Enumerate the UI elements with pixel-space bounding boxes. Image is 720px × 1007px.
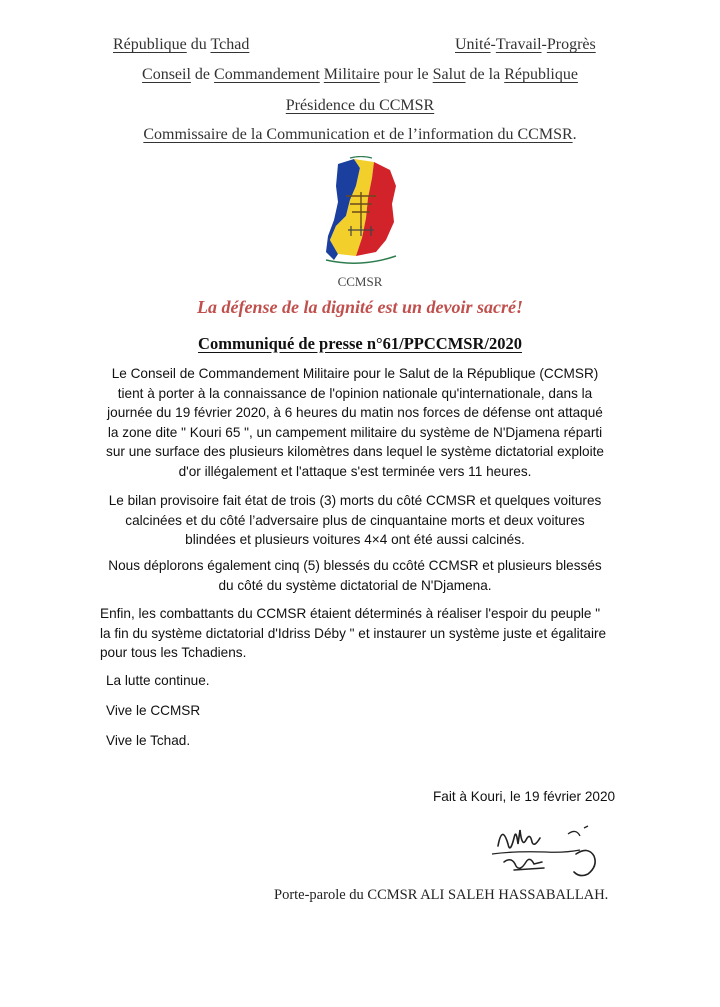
commissioner-tail: . (572, 126, 577, 143)
signatory: Porte-parole du CCMSR ALI SALEH HASSABALLAH. (274, 887, 609, 903)
paragraph-wounded: Nous déplorons également cinq (5) blessés du ccôté CCMSR et plusieurs blessés du côté du système dictatorial de N'Djamena. (108, 558, 602, 593)
presidency-text: Présidence du CCMSR (285, 97, 435, 114)
republic-of: du (190, 36, 207, 53)
republic-word: République (113, 36, 187, 53)
communique-title: Communiqué de presse n°61/PPCCMSR/2020 (198, 334, 522, 353)
slogan: La défense de la dignité est un devoir sacré! (197, 297, 523, 317)
council-w7: de la (469, 66, 501, 83)
paragraph-attack: Le Conseil de Commandement Militaire pour le Salut de la République (CCMSR) tient à porter à la connaissance de l'opinion nationale qu'internationale, dans la journée du 19 février 2020, à 6 heures du matin nos forces de défense ont attaqué la zone dite " Kouri 65 ", un campement militaire du système de N'Djamena réparti sur une surface des plusieurs kilomètres dans lequel le système dictatorial exploite d'or illégalement et l'attaque s'est terminée vers 11 heures. (106, 366, 604, 479)
motto-word-1: Unité (455, 36, 491, 53)
paragraph-conclusion: Enfin, les combattants du CCMSR étaient déterminés à réaliser l'espoir du peuple " la fin du système dictatorial d'Idriss Déby " et instaurer un système juste et égalitaire pour tous les Tchadiens. (100, 606, 607, 660)
council-w5: pour le (383, 66, 429, 83)
signature-icon (484, 818, 614, 880)
council-name (0, 66, 720, 84)
council-w6: Salut (432, 66, 466, 83)
council-w4: Militaire (323, 66, 380, 83)
closing-struggle: La lutte continue. (106, 673, 210, 688)
emblem-label: CCMSR (337, 274, 383, 289)
republic-country: Tchad (210, 36, 250, 53)
place-date: Fait à Kouri, le 19 février 2020 (433, 789, 616, 804)
commissioner-line (0, 126, 720, 144)
council-w3: Commandement (214, 66, 320, 83)
republic-line (113, 36, 249, 54)
national-motto: Unité-Travail-Progrès (455, 36, 596, 53)
council-w2: de (194, 66, 211, 83)
commissioner-text: Commissaire de la Communication et de l’information du CCMSR (143, 126, 573, 143)
chad-map-emblem-icon (316, 156, 406, 266)
council-w8: République (504, 66, 578, 83)
motto-word-2: Travail (495, 36, 542, 53)
motto-word-3: Progrès (546, 36, 596, 53)
paragraph-toll: Le bilan provisoire fait état de trois (3) morts du côté CCMSR et quelques voitures calcinées et du côté l’adversaire plus de cinquantaine morts et deux voitures blindées et plusieurs voitures 4×4 ont été aussi calcinés. (108, 493, 602, 547)
presidency-line (0, 97, 720, 115)
council-w1: Conseil (142, 66, 191, 83)
closing-ccmsr: Vive le CCMSR (106, 703, 201, 718)
closing-tchad: Vive le Tchad. (106, 733, 191, 748)
